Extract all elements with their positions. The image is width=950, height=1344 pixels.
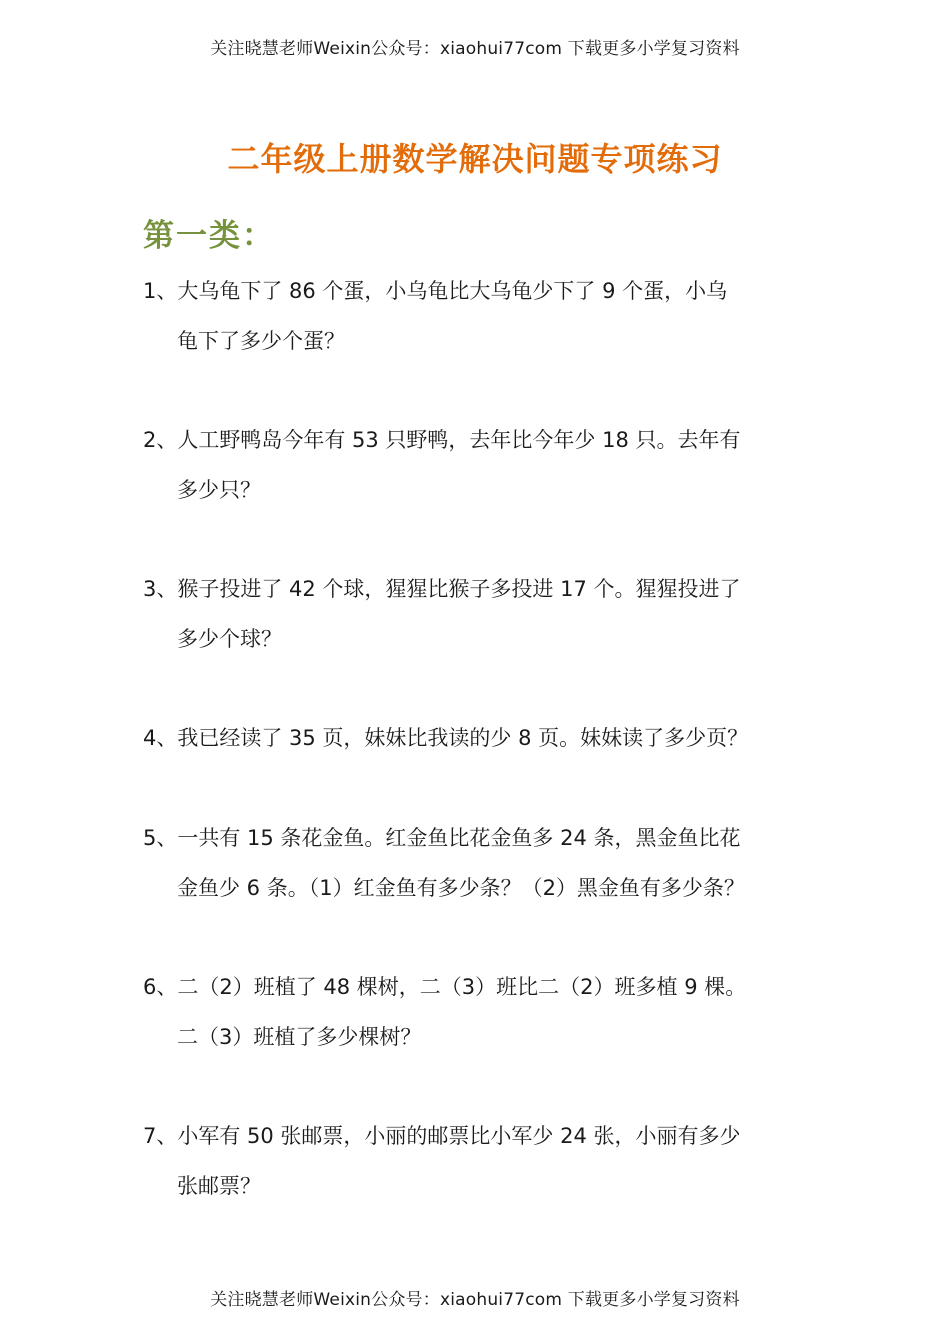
problem-4: [143, 713, 783, 763]
problem-line: 2、人工野鸭岛今年有 53 只野鸭，去年比今年少 18 只。去年有: [143, 428, 741, 452]
problem-line-continued: 金鱼少 6 条。（1）红金鱼有多少条？（2）黑金鱼有多少条？: [177, 876, 745, 900]
problem-line: 1、大乌龟下了 86 个蛋，小乌龟比大乌龟少下了 9 个蛋，小乌: [143, 279, 728, 303]
problem-line: 6、二（2）班植了 48 棵树，二（3）班比二（2）班多植 9 棵。: [143, 975, 747, 999]
problem-line-continued: 龟下了多少个蛋？: [177, 329, 345, 353]
problem-line-continued: 多少个球？: [177, 627, 282, 651]
problem-line: 5、一共有 15 条花金鱼。红金鱼比花金鱼多 24 条，黑金鱼比花: [143, 826, 741, 850]
problem-line: 7、小军有 50 张邮票，小丽的邮票比小军少 24 张，小丽有多少: [143, 1124, 741, 1148]
problem-line-continued: 张邮票？: [177, 1174, 261, 1198]
problem-2: [143, 415, 783, 515]
problem-6: [143, 962, 783, 1062]
section-heading: 第一类：: [143, 218, 275, 254]
header-note: 关注晓慧老师Weixin公众号：xiaohui77com 下载更多小学复习资料: [210, 39, 740, 59]
problem-line-continued: 多少只？: [177, 478, 261, 502]
page-title: 二年级上册数学解决问题专项练习: [227, 140, 723, 178]
problem-5: [143, 813, 783, 913]
problem-line: 3、猴子投进了 42 个球，猩猩比猴子多投进 17 个。猩猩投进了: [143, 577, 741, 601]
problem-line-continued: 二（3）班植了多少棵树？: [177, 1025, 422, 1049]
problem-line: 4、我已经读了 35 页，妹妹比我读的少 8 页。妹妹读了多少页？: [143, 726, 749, 750]
problem-3: [143, 564, 783, 664]
problem-1: [143, 266, 783, 366]
footer-note: 关注晓慧老师Weixin公众号：xiaohui77com 下载更多小学复习资料: [210, 1290, 740, 1310]
problem-7: [143, 1111, 783, 1211]
